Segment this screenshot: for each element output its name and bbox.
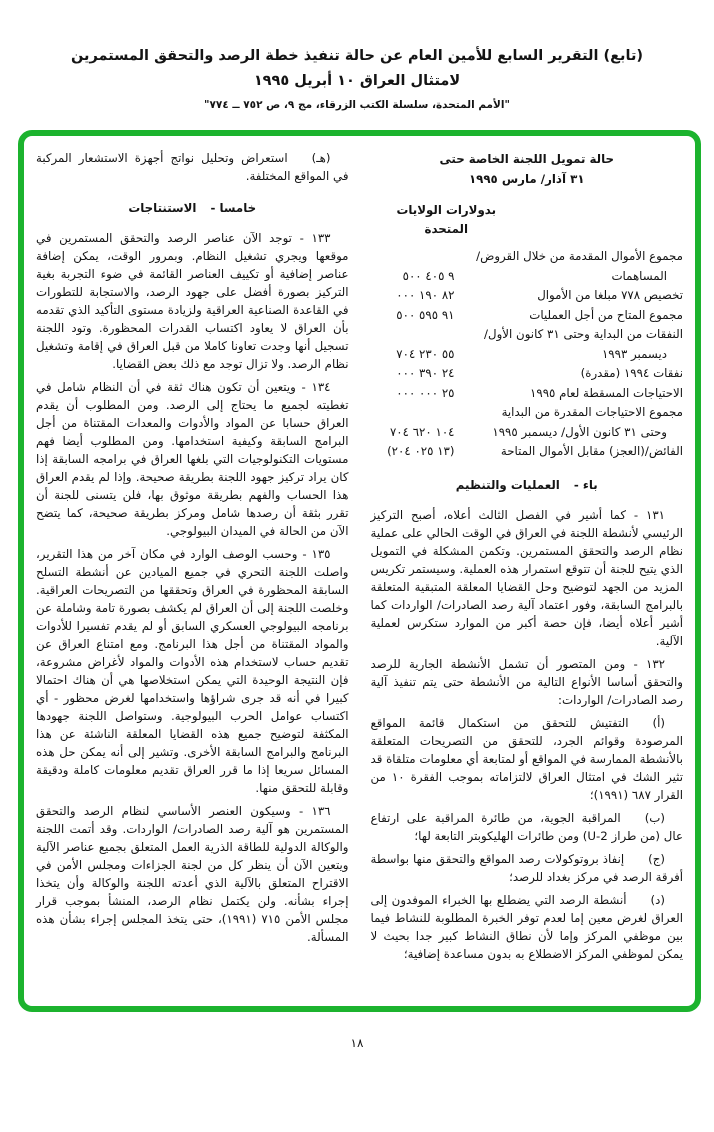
- row-label: وحتى ٣١ كانون الأول/ ديسمبر ١٩٩٥: [492, 424, 667, 439]
- source-citation: "الأمم المتحدة، سلسلة الكتب الزرقاء، مج ٩، ص ٧٥٢ ــ ٧٧٤": [204, 99, 510, 111]
- paragraph-131: ١٣١ - كما أشير في الفصل الثالث أعلاه، أصبح التركيز الرئيسي لأنشطة اللجنة في العراق في الوقت الحالي على عملية نظام الرصد والتحقق المستمرين. وتكمن المشكلة في التمويل الذي يتيح للجنة أن تتوقع استمرار هذه العملية. وسيستمر تكريس المزيد من الجهد لتوضيح وحل القضايا المعلقة المتبقية المتعلقة بالبرامج السابقة، وفور اعتماد آلية رصد الصادرات/ الواردات كما أشير أعلاه أيضا، فإن حصة أكبر من الموارد ستكرس لعملية الآلية.: [370, 507, 683, 648]
- report-title-line2: لامتثال العراق ١٠ أبريل ١٩٩٥: [253, 73, 461, 89]
- table-row: [371, 442, 684, 462]
- left-column: [36, 149, 349, 996]
- table-row: [371, 423, 684, 443]
- item-text: أنشطة الرصد التي يضطلع بها الخبراء الموفدون إلى العراق لغرض معين إما لعدم توفر الخبرة المطلوبة للنشاط فيما بين موظفي المركز وإما لأن نطاق النشاط كبير جدا بحيث لا يمكن لموظفي المركز الاضطلاع به بدون مساعدة إضافية؛: [370, 892, 683, 961]
- table-row: [371, 247, 684, 267]
- paragraph-133: ١٣٣ - توجد الآن عناصر الرصد والتحقق المستمرين في موقعها ويجري تشغيل النظام. وبمرور الوقت، يمكن إضافة عناصر إضافية أو تكييف العناصر القائمة في ضوء التجربة بغية التركيز بصورة أفضل على جهود الرصد، والاستجابة للتطورات في القاعدة الصناعية العراقية ولزيادة مستوى التأكيد الذي تقدمه بأن العراق لا يعاود اكتساب القدرات المحظورة. وتود اللجنة تسجيل أنها وجدت تعاونا كاملا من قبل العراق في إقامة وتشغيل نظام الرصد. ولا تزال توجد مع ذلك بعض القضايا.: [36, 231, 349, 371]
- row-label: تخصيص ٧٧٨ مبلغا من الأموال: [537, 288, 683, 302]
- list-item-b: [371, 809, 684, 845]
- report-title-line1: (تابع) التقرير السابع للأمين العام عن حالة تنفيذ خطة الرصد والتحقق المستمرين: [70, 48, 644, 64]
- item-marker: (أ): [652, 715, 665, 730]
- page-number: ١٨: [350, 1036, 364, 1050]
- item-text: إنفاذ بروتوكولات رصد المواقع والتحقق منها بواسطة أفرقة الرصد في مركز بغداد للرصد؛: [370, 851, 683, 884]
- item-marker: (هـ): [311, 151, 331, 165]
- list-item-e: [36, 149, 349, 185]
- row-value: ٥٥ ٢٣٠ ٧٠٤: [396, 346, 455, 361]
- list-item-d: [371, 891, 684, 963]
- section-b-heading: باء -العمليات والتنظيم: [455, 477, 598, 492]
- paragraph-132: ١٣٢ - ومن المتصور أن تشمل الأنشطة الجارية للرصد والتحقق أساسا الأنواع التالية من الأنشطة حتى يتم تنفيذ آلية رصد الصادرات/ الواردات:: [370, 656, 683, 707]
- item-marker: (د): [650, 892, 665, 907]
- document-header: [0, 0, 714, 111]
- item-text: استعراض وتحليل نواتج أجهزة الاستشعار المركبة في المواقع المختلفة.: [36, 151, 349, 183]
- row-label: مجموع الاحتياجات المقدرة من البداية: [501, 405, 683, 419]
- row-label: ديسمبر ١٩٩٣: [601, 346, 667, 361]
- row-label: مجموع المتاح من أجل العمليات: [529, 307, 683, 322]
- row-value: ٨٢ ١٩٠ ٠٠٠: [396, 288, 455, 302]
- funding-heading-line1: حالة تمويل اللجنة الخاصة حتى: [439, 152, 615, 166]
- currency-line1: بدولارات الولايات: [396, 203, 497, 217]
- row-label: مجموع الأموال المقدمة من خلال القروض/: [476, 249, 683, 263]
- currency-unit-label: [371, 201, 684, 239]
- row-value: (١٣ ٠٢٥ ٢٠٤): [387, 444, 455, 458]
- row-value: ٢٥ ٠٠٠ ٠٠٠: [396, 385, 455, 400]
- table-row: [371, 384, 684, 404]
- row-label: نفقات ١٩٩٤ (مقدرة): [580, 366, 683, 380]
- list-item-c: [371, 850, 684, 886]
- funding-status-heading: [371, 149, 684, 189]
- content-border-box: [18, 130, 701, 1012]
- paragraph-135: ١٣٥ - وحسب الوصف الوارد في مكان آخر من هذا التقرير، واصلت اللجنة التحري في جميع الميادين عن أنشطة التسلح السابقة المحظورة في العراق وتحققها من التصريحات العراقية. وخلصت اللجنة إلى أن العراق لم يكشف بصورة تامة وشاملة عن برنامجه البيولوجي العسكري السابق أو لم يقدم تفسيرا للأدوات والمواد المقتناة من أجل هذا البرنامج. ومع امتناع العراق عن تقديم حساب لاستخدام هذه الأدوات والمواد لأغراض مشروعة، فإن النتيجة الوحيدة التي يمكن استخلاصها هي أن هناك احتمالا كبيرا في أنه قد جرى شراؤها واستخدامها لغرض محظور - أي اكتساب عوامل الحرب البيولوجية. وستواصل اللجنة جهودها المكثفة لتوضيح جميع هذه القضايا المعلقة الناشئة عن هذا البرنامج والبرامج السابقة الأخرى. وتشير إلى أنه يمكن حل هذه المسائل سريعا إذا ما قرر العراق تقديم معلومات كاملة ودقيقة وقابلة للتحقق منها.: [36, 547, 349, 795]
- right-column: [371, 149, 684, 996]
- currency-line2: المتحدة: [424, 222, 468, 236]
- list-item-a: [371, 714, 684, 804]
- row-label: المساهمات: [611, 268, 667, 283]
- table-row: [371, 286, 684, 306]
- table-row: [371, 325, 684, 345]
- table-row: [371, 403, 684, 423]
- row-label: الاحتياجات المسقطة لعام ١٩٩٥: [530, 385, 683, 400]
- table-row: [371, 306, 684, 326]
- item-text: التفتيش للتحقق من استكمال قائمة المواقع المرصودة وقوائم الجرد، للتحقق من التصريحات المتعلقة بالأنشطة الممارسة في المواقع أو لمتابعة أي معلومات متلقاة قد تثير الشك في امتثال العراق لالتزاماته بموجب الفقرة ١٠ من القرار ٦٨٧ (١٩٩١)؛: [370, 715, 683, 802]
- item-text: المراقبة الجوية، من طائرة المراقبة على ارتفاع عال (من طراز U-2) ومن طائرات الهليكوبتر التابعة لها؛: [370, 810, 683, 843]
- row-label: النفقات من البداية وحتى ٣١ كانون الأول/: [484, 327, 683, 341]
- item-marker: (ب): [644, 810, 665, 825]
- row-value: ٢٤ ٣٩٠ ٠٠٠: [396, 366, 455, 380]
- row-value: ١٠٤ ٦٢٠ ٧٠٤: [389, 424, 455, 439]
- funding-table: [371, 247, 684, 462]
- row-value: ٩ ٤٠٥ ٥٠٠: [402, 268, 455, 283]
- row-label: الفائض/(العجز) مقابل الأموال المتاحة: [500, 444, 683, 458]
- paragraph-134: ١٣٤ - ويتعين أن تكون هناك ثقة في أن النظام شامل في تغطيته لجميع ما يحتاج إلى الرصد. ومن المطلوب أن يقدم العراق حسابا عن المواد والأدوات والمعدات المقتناة من أجل البرامج السابقة وكيفية استخدامها. ومن المطلوب أيضا فهم مستويات التكنولوجيات التي بلغها العراق في برامجه السابقة إذا كان يراد تركيز جهود اللجنة بطريقة صحيحة. وإذا لم يقدم العراق هذا الحساب والفهم بطريقة موثوق بها، فلن يتسنى للجنة أن تقرر بثقة أن رصدها شامل ومركز بطريقة صحيحة، كما يتضح الآن من الحالة في الميدان البيولوجي.: [36, 380, 349, 538]
- paragraph-136: ١٣٦ - وسيكون العنصر الأساسي لنظام الرصد والتحقق المستمرين هو آلية رصد الصادرات/ الواردات. وقد أتمت اللجنة والوكالة الدولية للطاقة الذرية العمل المتعلق بجميع عناصر الآلية ويتعين الآن أن ينظر كل من لجنة الجزاءات ومجلس الأمن في الاقتراح المتعلق بالآلية الذي أعدته اللجنة والوكالة وأن يتخذا إجراء بشأنه. ولن يكتمل نظام الرصد، المنشأ بموجب قرار مجلس الأمن ٧١٥ (١٩٩١)، حتى يتخذ المجلس إجراء بشأن هذه المسألة.: [36, 804, 349, 944]
- funding-heading-line2: ٣١ آذار/ مارس ١٩٩٥: [468, 172, 585, 186]
- table-row: [371, 267, 684, 287]
- item-marker: (ج): [648, 851, 665, 866]
- table-row: [371, 345, 684, 365]
- table-row: [371, 364, 684, 384]
- row-value: ٩١ ٥٩٥ ٥٠٠: [396, 307, 455, 322]
- section-5-heading: خامسا -الاستنتاجات: [128, 201, 257, 215]
